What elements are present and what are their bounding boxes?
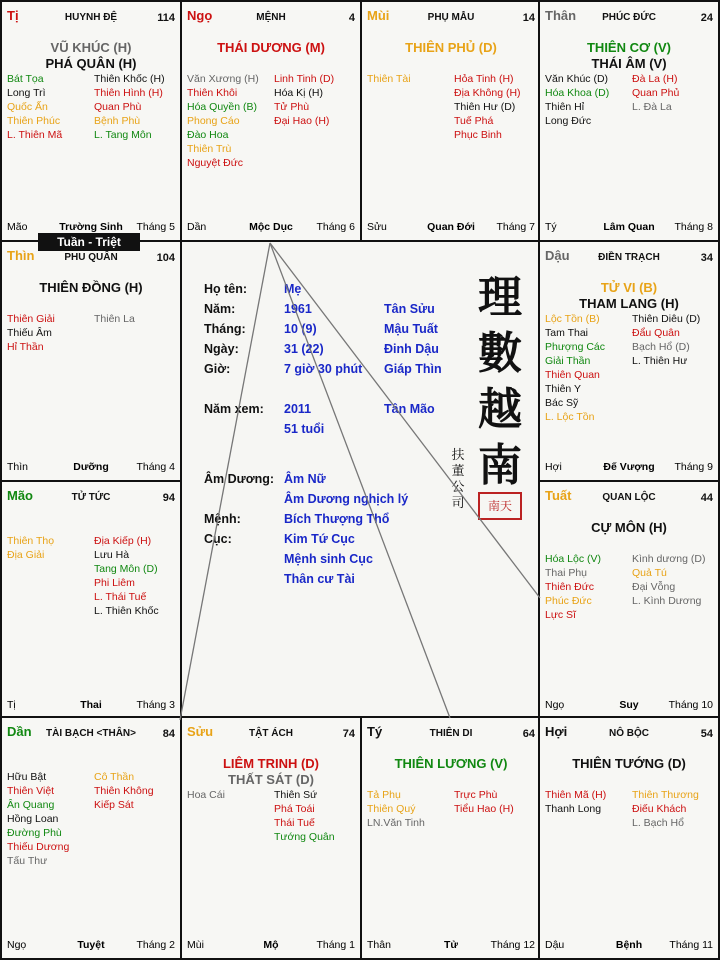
right-stars: [94, 72, 182, 142]
palace-cell-suu: [180, 716, 362, 960]
info-value-2: Giáp Thìn: [384, 362, 442, 376]
info-value-2: Đinh Dậu: [384, 342, 439, 356]
palace-cell-ti: [0, 0, 182, 242]
left-stars: [367, 72, 455, 86]
minor-star: Hóa Kị (H): [274, 87, 324, 99]
main-star: THIÊN CƠ (V): [586, 40, 672, 55]
main-star: CỰ MÔN (H): [591, 520, 667, 535]
palace-cell-mui: [360, 0, 542, 242]
minor-star: Quốc Ấn: [7, 101, 48, 113]
palace-name: QUAN LỘC: [602, 492, 656, 503]
month-label: Tháng 8: [674, 221, 713, 233]
branch-label: Mão: [7, 488, 33, 503]
minor-star: Hỏa Tinh (H): [454, 73, 514, 85]
info-value-2: Tân Sửu: [384, 302, 435, 316]
month-label: Tháng 3: [136, 699, 175, 711]
minor-star: L. Đà La: [632, 101, 672, 113]
branch-label: Dậu: [545, 248, 570, 263]
minor-star: Đẩu Quân: [632, 327, 680, 339]
footer-branch: Hợi: [545, 461, 562, 473]
left-stars: [545, 552, 633, 622]
minor-star: Thiên Quan: [545, 369, 600, 381]
minor-star: Phong Cáo: [187, 115, 240, 127]
palace-cell-dan: [0, 716, 182, 960]
left-stars: [7, 770, 95, 868]
palace-name: ĐIỀN TRẠCH: [598, 252, 660, 263]
main-star: VŨ KHÚC (H): [50, 40, 132, 55]
palace-name: TẬT ÁCH: [249, 728, 293, 739]
life-stage: Đế Vượng: [603, 461, 655, 473]
main-star: THAM LANG (H): [579, 296, 679, 311]
palace-name: THIÊN DI: [429, 728, 473, 739]
age-number: 54: [700, 728, 713, 740]
info-label: Tháng:: [204, 322, 246, 336]
left-stars: [545, 72, 633, 128]
minor-star: Phá Toái: [274, 803, 315, 815]
minor-star: Thiên Sứ: [274, 789, 318, 801]
age-number: 4: [348, 12, 355, 24]
main-star: THÁI DƯƠNG (M): [217, 40, 325, 55]
minor-star: Trực Phù: [454, 789, 498, 801]
info-label: Mệnh:: [204, 512, 241, 526]
right-stars: [454, 72, 542, 142]
main-star: THIÊN TƯỚNG (D): [572, 756, 686, 771]
minor-star: Kiếp Sát: [94, 799, 134, 811]
cell-footer: [540, 221, 718, 235]
red-stamp: 南天: [478, 492, 522, 520]
left-stars: [187, 788, 275, 802]
left-stars: [7, 312, 95, 354]
minor-star: Điếu Khách: [632, 803, 687, 815]
minor-star: Lực Sĩ: [545, 609, 576, 621]
life-stage: Bệnh: [615, 939, 643, 951]
minor-star: Thiên Khôi: [187, 87, 238, 99]
minor-star: L. Thái Tuế: [94, 591, 147, 603]
palace-name: TỬ TỨC: [71, 492, 111, 503]
footer-branch: Thân: [367, 939, 391, 951]
right-stars: [94, 534, 182, 618]
info-label: Cục:: [204, 532, 232, 546]
minor-star: Thiên Diêu (D): [632, 313, 701, 325]
right-stars: [632, 788, 720, 830]
right-stars: [632, 72, 720, 114]
right-stars: [94, 770, 182, 812]
stamp-char: 扶: [451, 448, 465, 463]
right-stars: [274, 72, 362, 128]
minor-star: Thiếu Âm: [7, 327, 52, 339]
minor-star: L. Thiên Hư: [632, 355, 688, 367]
footer-branch: Thìn: [7, 461, 29, 473]
month-label: Tháng 7: [496, 221, 535, 233]
footer-branch: Dậu: [545, 939, 565, 951]
minor-star: Thiên Hư (D): [454, 101, 516, 113]
life-stage: Mộc Dục: [249, 221, 293, 233]
age-number: 94: [162, 492, 175, 504]
minor-star: Tả Phụ: [367, 789, 401, 801]
cell-footer: [2, 939, 180, 953]
minor-star: Nguyệt Đức: [187, 157, 244, 169]
cell-footer: [362, 221, 540, 235]
branch-label: Tị: [7, 8, 19, 23]
minor-star: Thiên Giải: [7, 313, 55, 325]
life-stage: Lâm Quan: [603, 221, 655, 233]
minor-star: Văn Xương (H): [187, 73, 259, 85]
stamp-side-text: [448, 448, 468, 512]
minor-star: Thiên Khốc (H): [94, 73, 165, 85]
minor-star: Đà La (H): [632, 73, 678, 85]
info-value-2: Mậu Tuất: [384, 322, 438, 336]
stamp-char: 董: [451, 464, 465, 479]
branch-label: Ngọ: [187, 8, 213, 23]
info-value: Mệnh sinh Cục: [284, 552, 373, 566]
right-stars: [632, 312, 720, 368]
info-value: Âm Nữ: [284, 472, 326, 486]
cell-footer: [540, 461, 718, 475]
life-stage: Trường Sinh: [59, 221, 123, 233]
cell-footer: [2, 699, 180, 713]
palace-name: HUYNH ĐỆ: [64, 12, 118, 23]
minor-star: Bát Tọa: [7, 73, 44, 85]
left-stars: [7, 72, 95, 142]
month-label: Tháng 11: [669, 939, 713, 951]
minor-star: Thiên Mã (H): [545, 789, 607, 801]
minor-star: Thiên Việt: [7, 785, 55, 797]
minor-star: Thiên Y: [545, 383, 581, 395]
minor-star: Quan Phù: [94, 101, 142, 113]
minor-star: Thiên Tài: [367, 73, 411, 85]
right-stars: [94, 312, 182, 326]
minor-star: Thiên La: [94, 313, 135, 325]
minor-star: Hữu Bật: [7, 771, 47, 783]
minor-star: Lưu Hà: [94, 549, 130, 561]
info-label: Ngày:: [204, 342, 239, 356]
minor-star: Tấu Thư: [7, 855, 48, 867]
minor-star: Hóa Khoa (D): [545, 87, 610, 99]
age-number: 64: [522, 728, 535, 740]
footer-branch: Mùi: [187, 939, 204, 951]
cell-footer: [2, 461, 180, 475]
minor-star: Thiên Đức: [545, 581, 595, 593]
life-stage: Dưỡng: [73, 461, 109, 473]
minor-star: Hoa Cái: [187, 789, 225, 801]
minor-star: Tang Môn (D): [94, 563, 158, 575]
minor-star: Thiên Hình (H): [94, 87, 163, 99]
minor-star: Tiểu Hao (H): [454, 803, 514, 815]
minor-star: Địa Không (H): [454, 87, 521, 99]
minor-star: Linh Tinh (D): [274, 73, 335, 85]
minor-star: Thiên Thương: [632, 789, 699, 801]
branch-label: Thìn: [7, 248, 35, 263]
minor-star: Tử Phù: [274, 101, 310, 113]
main-star: THIÊN LƯƠNG (V): [394, 756, 508, 771]
minor-star: Quả Tú: [632, 567, 667, 579]
info-value: Âm Dương nghịch lý: [284, 492, 409, 506]
palace-name: PHÚC ĐỨC: [602, 12, 656, 23]
branch-label: Tuất: [545, 488, 572, 503]
minor-star: Địa Giải: [7, 549, 45, 561]
minor-star: Long Đức: [545, 115, 592, 127]
branch-label: Tý: [367, 724, 383, 739]
minor-star: Hỉ Thần: [7, 341, 44, 353]
footer-branch: Sửu: [367, 221, 387, 233]
minor-star: Giải Thần: [545, 355, 591, 367]
main-star: THIÊN ĐỒNG (H): [39, 280, 143, 295]
main-star: THIÊN PHỦ (D): [405, 40, 497, 55]
age-number: 84: [162, 728, 175, 740]
info-value: 1961: [284, 302, 312, 316]
palace-cell-tuat: [538, 480, 720, 720]
main-star: PHÁ QUÂN (H): [45, 56, 137, 71]
minor-star: Thiên Phúc: [7, 115, 61, 127]
month-label: Tháng 2: [136, 939, 175, 951]
month-label: Tháng 9: [674, 461, 713, 473]
minor-star: Thiếu Dương: [7, 841, 70, 853]
seal-char: 南: [478, 440, 522, 491]
month-label: Tháng 4: [136, 461, 175, 473]
info-value: Kim Tứ Cục: [284, 532, 355, 546]
minor-star: Kình dương (D): [632, 553, 706, 565]
footer-branch: Ngọ: [545, 699, 565, 711]
palace-cell-hoi: [538, 716, 720, 960]
seal-char: 數: [478, 328, 522, 379]
main-star: THÁI ÂM (V): [591, 56, 667, 71]
month-label: Tháng 1: [316, 939, 355, 951]
minor-star: L. Thiên Mã: [7, 129, 63, 141]
palace-cell-ngo: [180, 0, 362, 242]
minor-star: Văn Khúc (D): [545, 73, 609, 85]
info-value: 2011: [284, 402, 312, 416]
month-label: Tháng 10: [668, 699, 713, 711]
cell-footer: [540, 939, 718, 953]
palace-name: PHU QUÂN: [64, 252, 118, 263]
branch-label: Sửu: [187, 724, 214, 739]
main-star: TỬ VI (B): [600, 280, 658, 295]
minor-star: Quan Phủ: [632, 87, 680, 99]
minor-star: L. Bạch Hổ: [632, 817, 684, 829]
minor-star: Thiên Hỉ: [545, 101, 585, 113]
age-number: 44: [700, 492, 713, 504]
info-label: Họ tên:: [204, 282, 248, 296]
minor-star: Đại Vỗng: [632, 581, 676, 593]
info-value: 51 tuổi: [284, 422, 325, 436]
cell-footer: [540, 699, 718, 713]
stamp-char: 司: [451, 496, 465, 511]
palace-cell-ty: [360, 716, 542, 960]
seal-char: 越: [478, 384, 522, 435]
footer-branch: Ngọ: [7, 939, 27, 951]
minor-star: Đại Hao (H): [274, 115, 330, 127]
month-label: Tháng 5: [136, 221, 175, 233]
minor-star: L. Lộc Tồn: [545, 411, 595, 423]
footer-branch: Tị: [7, 699, 16, 711]
minor-star: Phi Liêm: [94, 577, 135, 589]
minor-star: Thiên Không: [94, 785, 154, 797]
left-stars: [187, 72, 275, 170]
minor-star: Bác Sỹ: [545, 397, 579, 409]
minor-star: Thái Tuế: [274, 817, 315, 829]
minor-star: Thanh Long: [545, 803, 602, 815]
minor-star: Lộc Tồn (B): [545, 313, 600, 325]
info-label: Âm Dương:: [204, 472, 275, 486]
info-value: Bích Thượng Thổ: [284, 512, 390, 526]
main-star: LIÊM TRINH (D): [222, 756, 320, 771]
minor-star: Hóa Quyền (B): [187, 101, 258, 113]
minor-star: Tuế Phá: [454, 115, 494, 127]
minor-star: Long Trì: [7, 87, 46, 99]
info-label: Năm xem:: [204, 402, 264, 416]
info-value: 7 giờ 30 phút: [284, 362, 363, 376]
minor-star: Hồng Loan: [7, 813, 59, 825]
palace-name: PHỤ MẪU: [427, 12, 475, 23]
minor-star: Đường Phù: [7, 827, 62, 839]
tuan-triet-label: Tuần - Triệt: [38, 233, 140, 251]
palace-cell-than: [538, 0, 720, 242]
info-value: Thân cư Tài: [284, 572, 355, 586]
branch-label: Hợi: [545, 724, 568, 739]
palace-name: TÀI BẠCH <THÂN>: [45, 728, 136, 739]
minor-star: LN.Văn Tinh: [367, 817, 425, 829]
info-value: 31 (22): [284, 342, 324, 356]
cell-footer: [182, 221, 360, 235]
footer-branch: Mão: [7, 221, 28, 233]
minor-star: L. Thiên Khốc: [94, 605, 159, 617]
life-stage: Thai: [80, 699, 102, 711]
right-stars: [454, 788, 542, 816]
info-value: 10 (9): [284, 322, 317, 336]
age-number: 114: [157, 12, 175, 24]
month-label: Tháng 6: [316, 221, 355, 233]
palace-name: MỆNH: [256, 12, 286, 23]
life-stage: Tử: [443, 939, 459, 951]
minor-star: L. Kình Dương: [632, 595, 702, 607]
footer-branch: Tý: [545, 221, 557, 233]
life-stage: Suy: [619, 699, 639, 711]
palace-cell-dau: [538, 240, 720, 482]
life-stage: Quan Đới: [427, 221, 475, 233]
minor-star: Tam Thai: [545, 327, 588, 339]
palace-name: NÔ BỘC: [609, 728, 649, 739]
calligraphy-seal: [470, 270, 530, 494]
minor-star: Phục Binh: [454, 129, 502, 141]
info-label: Năm:: [204, 302, 236, 316]
branch-label: Mùi: [367, 8, 390, 23]
left-stars: [545, 312, 633, 424]
cell-footer: [362, 939, 540, 953]
info-value-2: Tân Mão: [384, 402, 435, 416]
seal-char: 理: [478, 272, 522, 323]
minor-star: Phượng Các: [545, 341, 606, 353]
age-number: 34: [700, 252, 713, 264]
minor-star: Địa Kiếp (H): [94, 535, 152, 547]
age-number: 74: [342, 728, 355, 740]
life-stage: Mộ: [263, 939, 279, 951]
minor-star: Ân Quang: [7, 799, 55, 811]
age-number: 24: [700, 12, 713, 24]
age-number: 104: [156, 252, 175, 264]
age-number: 14: [522, 12, 535, 24]
minor-star: Phúc Đức: [545, 595, 592, 607]
palace-cell-thin: [0, 240, 182, 482]
right-stars: [632, 552, 720, 608]
minor-star: Thiên Thọ: [7, 535, 55, 547]
info-value: Mẹ: [284, 282, 302, 296]
left-stars: [545, 788, 633, 816]
life-stage: Tuyệt: [77, 939, 105, 951]
minor-star: Hóa Lộc (V): [545, 553, 602, 565]
left-stars: [367, 788, 455, 830]
branch-label: Thân: [545, 8, 577, 23]
minor-star: Tướng Quân: [274, 831, 335, 843]
minor-star: Đào Hoa: [187, 129, 229, 141]
minor-star: Bệnh Phù: [94, 115, 141, 127]
minor-star: Bạch Hổ (D): [632, 341, 690, 353]
left-stars: [7, 534, 95, 562]
branch-label: Dần: [7, 724, 32, 739]
footer-branch: Dần: [187, 221, 207, 233]
info-label: Giờ:: [204, 362, 231, 376]
stamp-char: 公: [451, 480, 465, 495]
month-label: Tháng 12: [490, 939, 535, 951]
cell-footer: [182, 939, 360, 953]
palace-cell-mao: [0, 480, 182, 720]
minor-star: Thai Phụ: [545, 567, 588, 579]
minor-star: Thiên Quý: [367, 803, 416, 815]
minor-star: L. Tang Môn: [94, 129, 152, 141]
right-stars: [274, 788, 362, 844]
minor-star: Thiên Trù: [187, 143, 232, 155]
main-star: THẤT SÁT (D): [228, 772, 314, 787]
minor-star: Cô Thần: [94, 771, 135, 783]
